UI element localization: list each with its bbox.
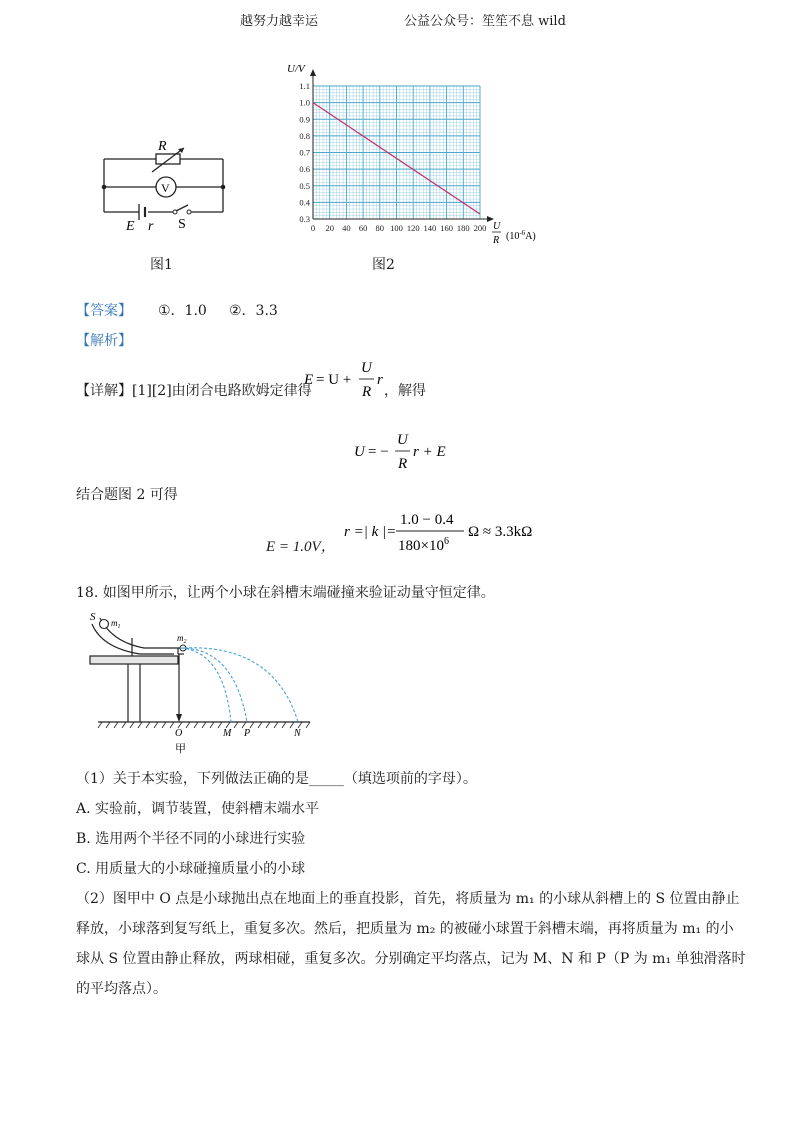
svg-text:= −: = − — [368, 444, 389, 460]
header-left: 越努力越幸运 — [240, 14, 319, 29]
svg-text:E: E — [304, 372, 314, 388]
label-P: P — [244, 728, 251, 739]
label-E: E — [126, 219, 135, 234]
y-axis-arrow — [310, 69, 316, 76]
y-tick-label: 0.9 — [299, 114, 310, 125]
label-O: O — [175, 728, 183, 739]
y-tick-label: 0.6 — [299, 164, 310, 175]
y-tick-label: 0.7 — [299, 147, 310, 158]
answer-item-1: ①．1.0 — [158, 303, 207, 319]
equation-2 — [350, 428, 460, 478]
option-c: C. 用质量大的小球碰撞质量小的小球 — [76, 861, 306, 877]
x-tick-label: 80 — [375, 223, 385, 233]
detail-resolve: ，解得 — [384, 383, 426, 399]
figure1-caption: 图1 — [150, 257, 173, 273]
svg-text:U: U — [397, 432, 408, 448]
x-tick-label: 60 — [358, 223, 368, 233]
analysis-tag: 【解析】 — [76, 333, 132, 349]
x-tick-label: 100 — [390, 223, 403, 233]
y-tick-label: 1.1 — [299, 81, 310, 91]
figure-jia-caption: 甲 — [175, 743, 186, 755]
svg-text:R: R — [362, 384, 372, 400]
x-tick-label: 20 — [325, 223, 334, 233]
label-S: S — [178, 217, 186, 232]
x-tick-label: 160 — [440, 223, 453, 233]
svg-text:r + E: r + E — [413, 444, 446, 460]
label-r: r — [148, 219, 154, 234]
svg-text:1.0 − 0.4: 1.0 − 0.4 — [400, 512, 454, 528]
figure2-caption: 图2 — [372, 257, 395, 273]
tick-labels — [299, 81, 486, 233]
header-right: 公益公众号：笙笙不息 wild — [404, 14, 566, 29]
label-M: M — [223, 728, 232, 739]
x-unit: $(10^{-6}A)$ — [506, 229, 536, 242]
svg-text:U: U — [361, 360, 372, 376]
svg-text:U: U — [354, 444, 365, 460]
ball-m1 — [100, 620, 109, 629]
x-tick-label: 140 — [423, 223, 437, 233]
combine-text: 结合题图 2 可得 — [76, 487, 178, 503]
q18-part2-line2: 释放，小球落到复写纸上，重复多次。然后，把质量为 m₂ 的被碰小球置于斜槽末端，再将质量为 m₁ 的小 — [76, 921, 734, 937]
q18-part1: （1）关于本实验，下列做法正确的是_____（填选项前的字母）。 — [76, 771, 477, 787]
momentum-apparatus-figure — [84, 608, 324, 758]
svg-text:r =| k |=: r =| k |= — [344, 524, 397, 540]
label-R: R — [158, 139, 167, 154]
label-m1: $m_1$ — [111, 618, 121, 630]
q18-part2-line3: 球从 S 位置由静止释放，两球相碰，重复多次。分别确定平均落点，记为 M、N 和 P（P 为 m₁ 单独滑落时 — [76, 951, 746, 967]
answer-tag: 【答案】 — [76, 303, 132, 319]
x-axis-label-num: U — [493, 221, 501, 232]
eq3-den: $180\times 10^6$ — [398, 536, 449, 554]
label-S-fig: S — [90, 611, 96, 623]
y-axis-label: U/V — [287, 63, 305, 75]
x-tick-label: 120 — [406, 223, 420, 233]
label-N: N — [294, 728, 301, 739]
y-tick-label: 0.3 — [299, 214, 310, 224]
equation-3 — [342, 508, 542, 558]
q18-part2-line1: （2）图甲中 O 点是小球抛出点在地面上的垂直投影，首先，将质量为 m₁ 的小球从斜槽上的 S 位置由静止 — [76, 891, 740, 907]
option-a: A. 实验前，调节装置，使斜槽末端水平 — [76, 801, 320, 817]
circuit-diagram-figure1 — [96, 132, 236, 242]
detail-intro: 【详解】[1][2]由闭合电路欧姆定律得 — [76, 383, 312, 399]
y-tick-label: 0.4 — [299, 197, 310, 208]
label-V: V — [161, 181, 170, 195]
svg-text:= U +: = U + — [316, 372, 352, 388]
q18-title: 18. 如图甲所示，让两个小球在斜槽末端碰撞来验证动量守恒定律。 — [76, 585, 495, 601]
x-tick-label: 180 — [456, 223, 470, 233]
equation-3-left: E = 1.0V， — [266, 539, 336, 555]
y-tick-label: 0.5 — [299, 180, 310, 191]
x-tick-label: 40 — [342, 223, 351, 233]
option-b: B. 选用两个半径不同的小球进行实验 — [76, 831, 306, 847]
label-m2: $m_2$ — [177, 633, 187, 645]
svg-text:R: R — [398, 456, 408, 472]
svg-text:r: r — [377, 372, 383, 388]
x-tick-label: 0 — [310, 223, 316, 233]
y-tick-label: 1.0 — [299, 97, 310, 108]
svg-text:Ω ≈ 3.3kΩ: Ω ≈ 3.3kΩ — [468, 524, 533, 540]
x-tick-label: 200 — [473, 223, 487, 233]
q18-part2-line4: 的平均落点）。 — [76, 981, 167, 997]
y-tick-label: 0.8 — [299, 130, 310, 141]
x-axis-label-den: R — [493, 235, 500, 246]
answer-item-2: ②．3.3 — [229, 303, 278, 319]
u-vs-current-graph — [280, 58, 550, 248]
